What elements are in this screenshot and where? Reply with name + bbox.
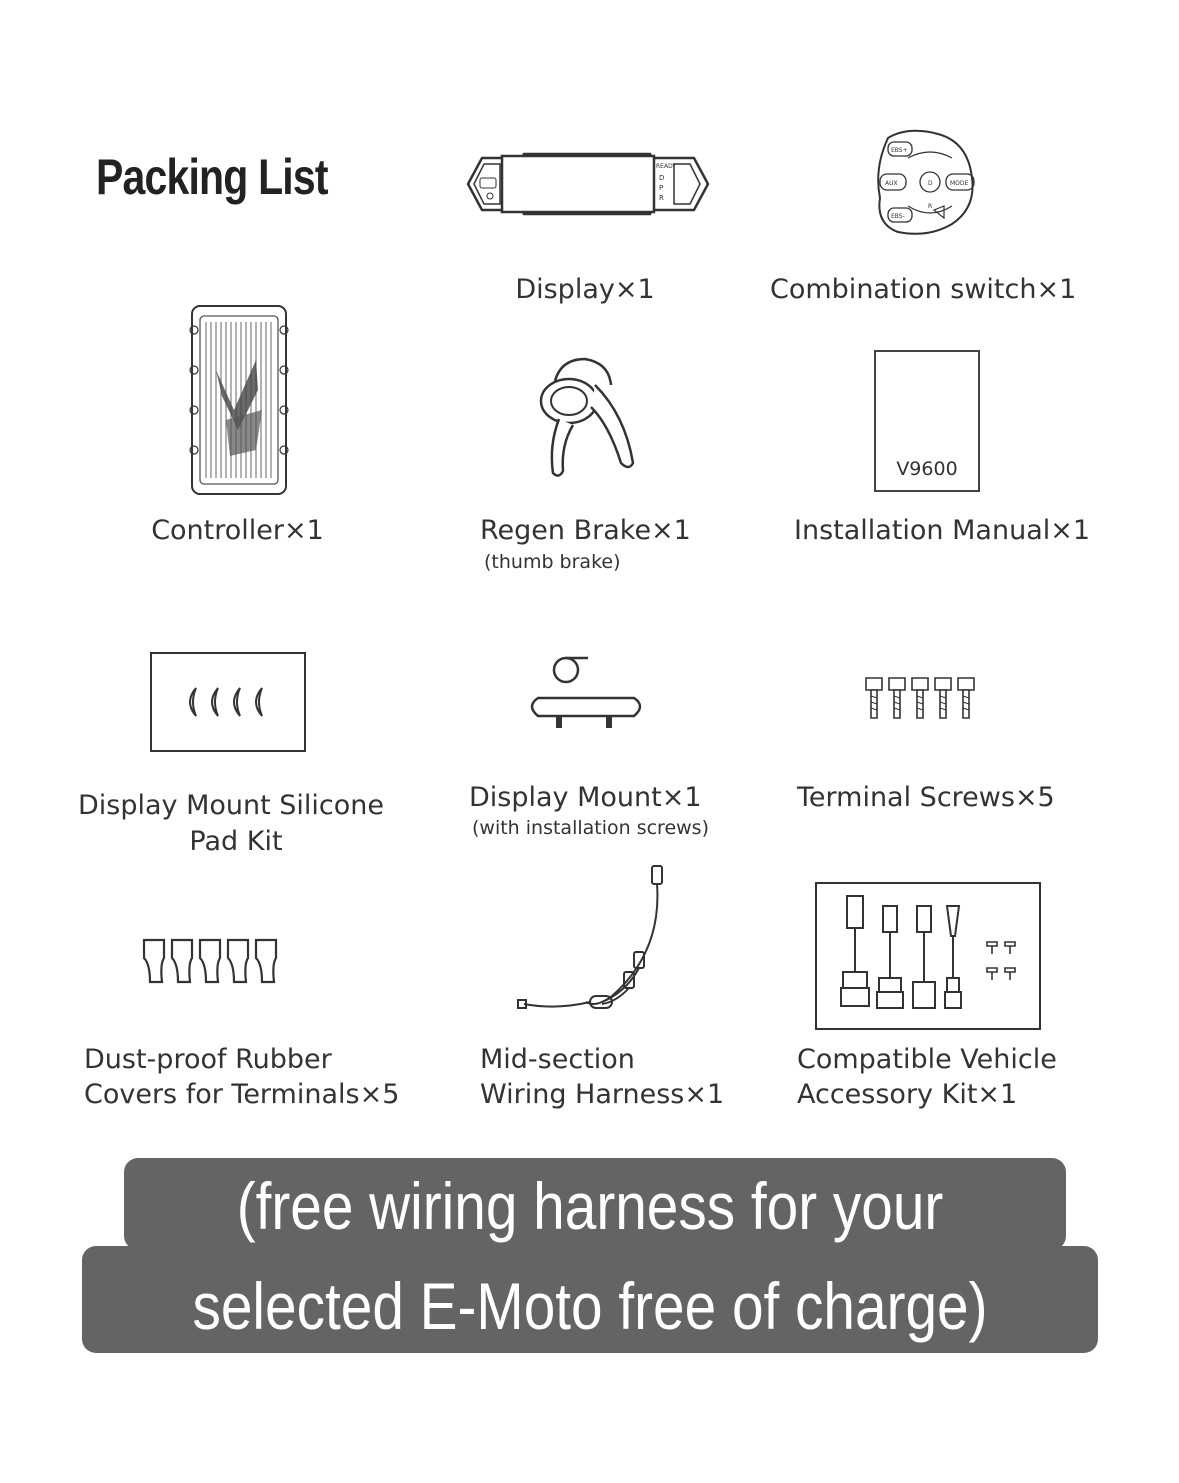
- display-label: Display×1: [515, 274, 655, 305]
- banner-line-2: selected E-Moto free of charge): [192, 1269, 988, 1343]
- dust-covers-illustration: [140, 936, 284, 986]
- silicone-pad-kit-illustration: [150, 652, 306, 752]
- switch-mode-text: MODE: [950, 180, 969, 187]
- accessory-kit-illustration: [815, 882, 1041, 1030]
- installation-manual-illustration: [874, 350, 980, 492]
- terminal-screws-illustration: [862, 676, 982, 720]
- display-ready-text: READY: [656, 163, 677, 170]
- regen-brake-illustration: [525, 345, 645, 495]
- accessory-kit-parts-icon: [833, 892, 1033, 1022]
- page-title: Packing List: [96, 149, 328, 205]
- wiring-harness-label-1: Mid-section: [480, 1044, 635, 1075]
- wiring-harness-label-2: Wiring Harness×1: [480, 1079, 725, 1110]
- switch-d-text: D: [928, 180, 933, 187]
- display-illustration: [460, 150, 715, 218]
- manual-model-text: V9600: [896, 458, 958, 480]
- combination-switch-illustration: [868, 128, 978, 238]
- dust-covers-label-1: Dust-proof Rubber: [84, 1044, 332, 1075]
- switch-ebs-plus-text: EBS+: [891, 147, 908, 154]
- regen-brake-note: (thumb brake): [484, 551, 621, 573]
- display-gear-p: P: [659, 184, 664, 192]
- display-mount-note: (with installation screws): [472, 817, 709, 839]
- banner-line-1: (free wiring harness for your: [236, 1169, 944, 1243]
- combination-switch-label: Combination switch×1: [770, 274, 1077, 305]
- dust-covers-label-2: Covers for Terminals×5: [84, 1079, 400, 1110]
- display-mount-illustration: [522, 650, 648, 730]
- silicone-pads-icon: [182, 684, 276, 720]
- switch-ebs-minus-text: EBS-: [891, 213, 905, 220]
- wiring-harness-illustration: [516, 862, 676, 1018]
- switch-aux-text: AUX: [885, 180, 898, 187]
- terminal-screws-label: Terminal Screws×5: [797, 782, 1055, 813]
- silicone-pad-kit-label-2: Pad Kit: [189, 826, 283, 857]
- display-mount-label: Display Mount×1: [469, 782, 702, 813]
- installation-manual-label: Installation Manual×1: [794, 515, 1091, 546]
- display-gear-r: R: [659, 194, 664, 202]
- display-gear-d: D: [659, 174, 665, 182]
- accessory-kit-label-2: Accessory Kit×1: [797, 1079, 1018, 1110]
- accessory-kit-label-1: Compatible Vehicle: [797, 1044, 1057, 1075]
- switch-r-text: R: [928, 203, 933, 210]
- controller-illustration: [186, 300, 292, 500]
- silicone-pad-kit-label-1: Display Mount Silicone: [77, 790, 385, 821]
- regen-brake-label: Regen Brake×1: [480, 515, 691, 546]
- controller-label: Controller×1: [151, 515, 324, 546]
